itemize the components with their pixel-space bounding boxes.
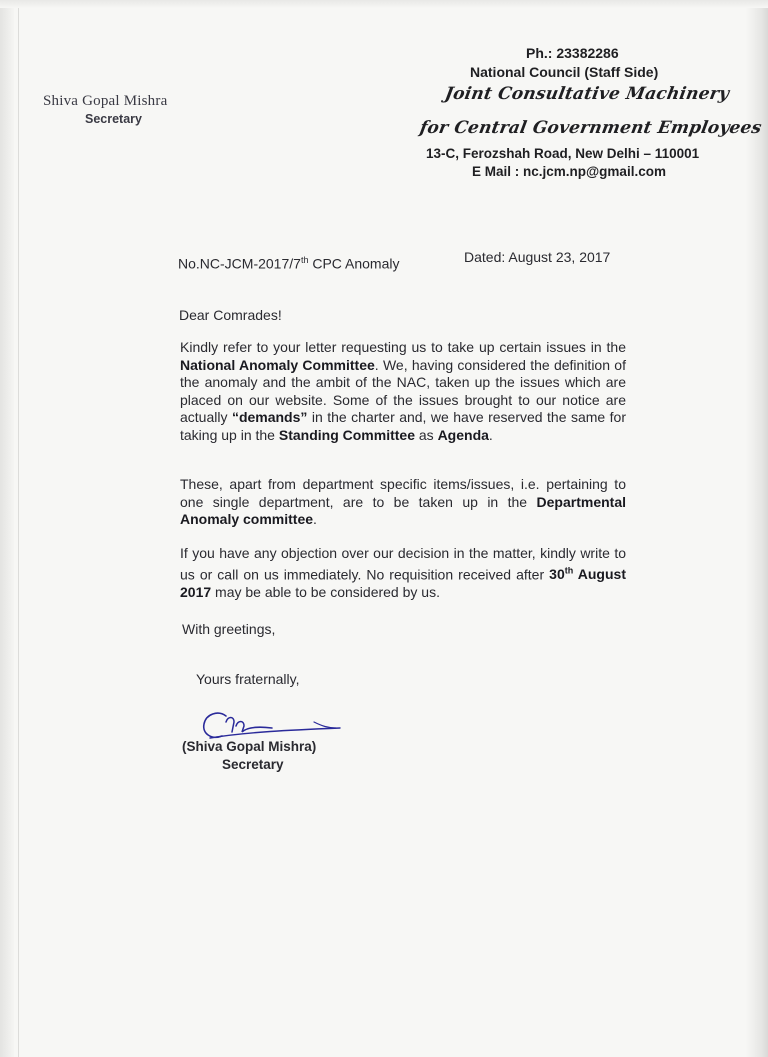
page-edge-top [0, 0, 768, 8]
letterhead-organisation-line1: Joint Consultative Machinery [443, 84, 731, 104]
salutation: Dear Comrades! [179, 307, 282, 323]
signatory-title: Secretary [222, 757, 284, 772]
sender-title: Secretary [85, 112, 142, 126]
letterhead-council: National Council (Staff Side) [470, 64, 659, 80]
letterhead-organisation-line2: for Central Government Employees [418, 118, 764, 138]
paragraph-1-text-d: as [414, 426, 438, 443]
paragraph-2-bold-a: Departmental Anomaly committee [180, 493, 626, 527]
reference-prefix: No.NC-JCM-2017/7 [178, 255, 301, 272]
letterhead-email: E Mail : nc.jcm.np@gmail.com [472, 164, 666, 179]
paragraph-1-text-a: Kindly refer to your letter requesting us to take up certain issues in the [180, 339, 626, 355]
deadline-day: 30 [549, 566, 565, 583]
deadline-month-year: August 2017 [180, 566, 626, 600]
paragraph-2-text-a: These, apart from department specific items/issues, i.e. pertaining to one single department, are to be taken up in the [180, 476, 626, 510]
paragraph-1-text-e: . [488, 426, 493, 443]
reference-number [178, 255, 400, 272]
paragraph-1-bold-a: National Anomaly Committee [180, 356, 375, 373]
signatory-name: (Shiva Gopal Mishra) [182, 739, 317, 754]
paragraph-1-bold-d: Agenda [437, 426, 489, 443]
paragraph-3 [180, 545, 626, 601]
page-fold-line [18, 0, 19, 1057]
paragraph-1-text-b: . We, having considered the definition of the anomaly and the ambit of the NAC, taken up the issues which are placed on our website. Some of the issues brought to our notice are actually [180, 356, 626, 425]
letterhead-phone: Ph.: 23382286 [526, 45, 619, 61]
letter-date: Dated: August 23, 2017 [464, 249, 611, 265]
paragraph-1 [180, 339, 626, 444]
reference-superscript: th [300, 255, 309, 265]
sender-name: Shiva Gopal Mishra [43, 93, 168, 109]
paragraph-3-text-a: If you have any objection over our decision in the matter, kindly write to us or call on us immediately. No requisition received after [180, 545, 626, 583]
greeting: With greetings, [182, 621, 276, 637]
reference-suffix: CPC Anomaly [308, 255, 400, 272]
page-edge-left [0, 0, 14, 1057]
closing: Yours fraternally, [196, 671, 300, 687]
paragraph-1-bold-b: “demands” [231, 409, 308, 425]
paragraph-1-text-c: in the charter and, we have reserved the same for taking up in the [180, 409, 626, 443]
paragraph-3-text-b: may be able to be considered by us. [211, 583, 440, 600]
paragraph-1-bold-c: Standing Committee [278, 426, 415, 443]
paragraph-2 [180, 476, 626, 529]
paragraph-2-text-b: . [313, 511, 317, 527]
deadline-superscript: th [564, 565, 574, 576]
letterhead-address: 13-C, Ferozshah Road, New Delhi – 110001 [426, 146, 700, 161]
page-edge-right [746, 0, 768, 1057]
